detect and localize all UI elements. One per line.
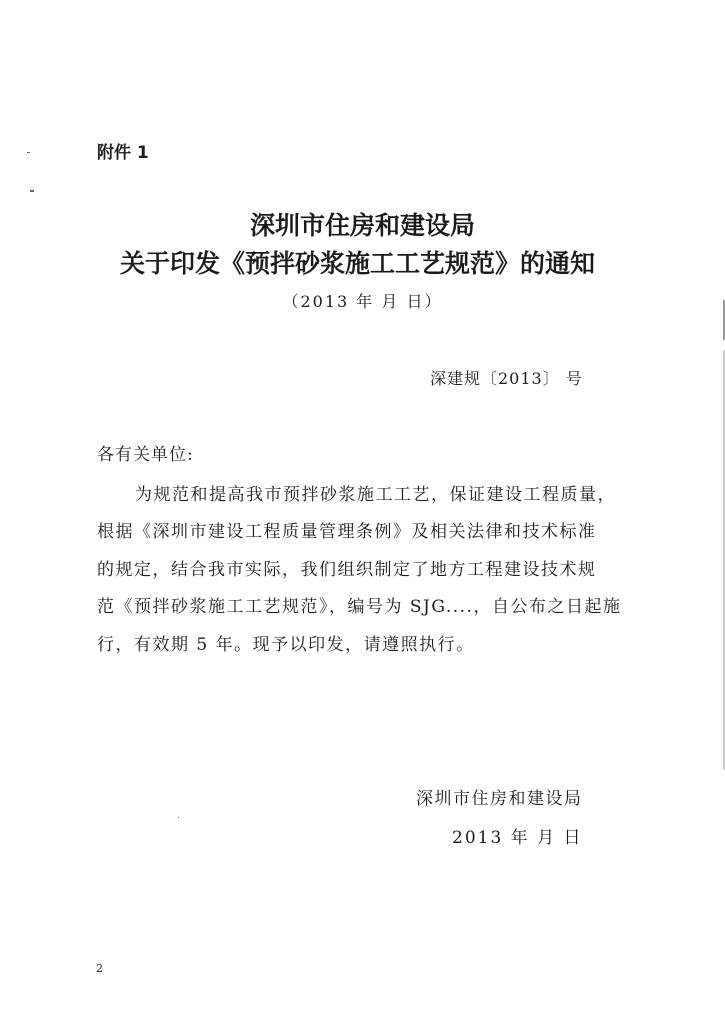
salutation: 各有关单位: — [97, 445, 194, 465]
scan-speck — [30, 190, 34, 192]
signature-organization: 深圳市住房和建设局 — [416, 789, 583, 809]
document-number: 深建规〔2013〕 号 — [430, 369, 583, 388]
document-title-line-2: 关于印发《预拌砂浆施工工艺规范》的通知 — [119, 249, 595, 278]
attachment-label: 附件 1 — [97, 143, 149, 163]
body-line: 根据《深圳市建设工程质量管理条例》及相关法律和技术标准 — [97, 522, 597, 542]
scan-speck — [178, 817, 179, 818]
scan-speck — [27, 152, 30, 153]
signature-date: 2013 年 月 日 — [452, 828, 583, 848]
body-line: 的规定，结合我市实际，我们组织制定了地方工程建设技术规 — [97, 560, 597, 580]
title-date: （2013 年 月 日） — [282, 292, 443, 311]
document-title-line-1: 深圳市住房和建设局 — [249, 211, 475, 240]
body-line: 为规范和提高我市预拌砂浆施工工艺，保证建设工程质量， — [135, 485, 616, 505]
body-line: 范《预拌砂浆施工工艺规范》，编号为 SJG....，自公布之日起施 — [97, 597, 622, 617]
body-line: 行，有效期 5 年。现予以印发，请遵照执行。 — [97, 635, 475, 655]
page-number: 2 — [96, 962, 103, 975]
